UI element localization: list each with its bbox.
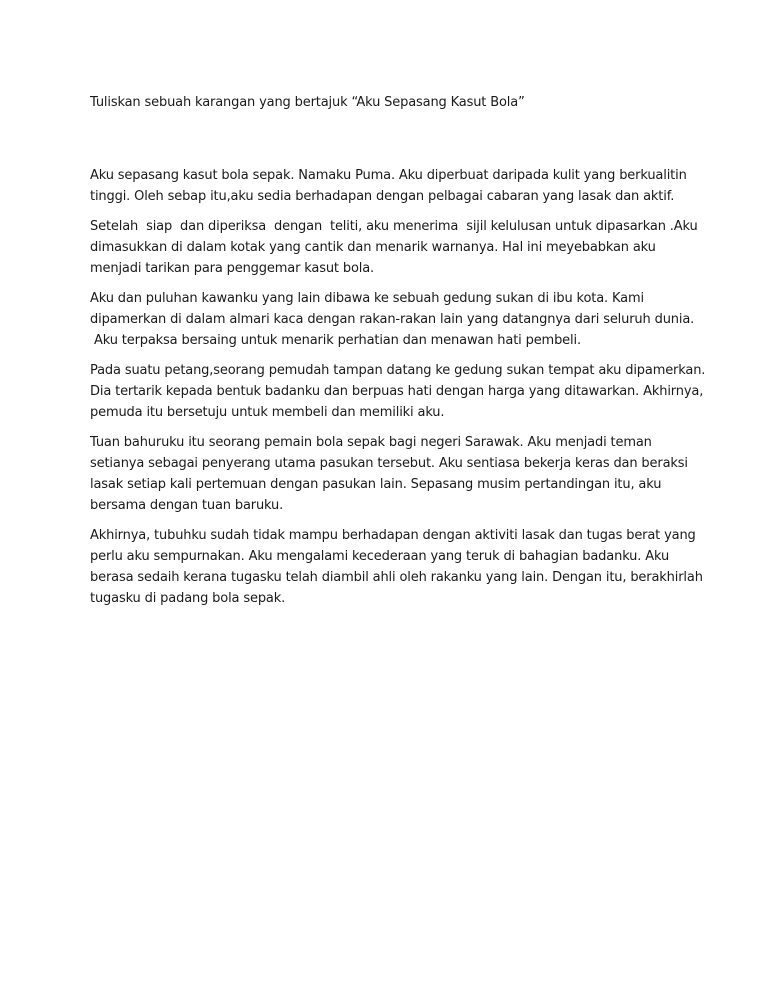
paragraph-line: Dia tertarik kepada bentuk badanku dan berpuas hati dengan harga yang ditawarkan. Akhirnya,: [90, 384, 704, 399]
paragraph-line: Setelah siap dan diperiksa dengan teliti, aku menerima sijil kelulusan untuk dipasarkan .Aku: [90, 219, 698, 234]
paragraph-line: berasa sedaih kerana tugasku telah diambil ahli oleh rakanku yang lain. Dengan itu, berakhirlah: [90, 570, 703, 585]
paragraph-line: perlu aku sempurnakan. Aku mengalami kecederaan yang teruk di bahagian badanku. Aku: [90, 549, 670, 564]
essay-prompt: Tuliskan sebuah karangan yang bertajuk “Aku Sepasang Kasut Bola”: [90, 95, 525, 110]
paragraph-line: Tuan bahuruku itu seorang pemain bola sepak bagi negeri Sarawak. Aku menjadi teman: [90, 435, 652, 450]
paragraph-line: Aku terpaksa bersaing untuk menarik perhatian dan menawan hati pembeli.: [90, 333, 581, 348]
paragraph-line: menjadi tarikan para penggemar kasut bola.: [90, 261, 375, 276]
paragraph-line: bersama dengan tuan baruku.: [90, 498, 284, 513]
paragraph-6: [90, 525, 703, 609]
paragraph-5: [90, 432, 690, 516]
paragraph-line: tugasku di padang bola sepak.: [90, 591, 286, 606]
paragraph-line: Pada suatu petang,seorang pemudah tampan datang ke gedung sukan tempat aku dipamerkan.: [90, 363, 706, 378]
paragraph-line: dimasukkan di dalam kotak yang cantik dan menarik warnanya. Hal ini meyebabkan aku: [90, 240, 656, 255]
paragraph-line: Akhirnya, tubuhku sudah tidak mampu berhadapan dengan aktiviti lasak dan tugas berat yang: [90, 528, 696, 543]
paragraph-2: [90, 216, 698, 279]
paragraph-line: Aku sepasang kasut bola sepak. Namaku Puma. Aku diperbuat daripada kulit yang berkualitin: [90, 168, 687, 183]
paragraph-4: [90, 360, 706, 423]
paragraph-line: tinggi. Oleh sebap itu,aku sedia berhadapan dengan pelbagai cabaran yang lasak dan aktif.: [90, 189, 675, 204]
paragraph-line: pemuda itu bersetuju untuk membeli dan memiliki aku.: [90, 405, 445, 420]
document-body: [90, 92, 706, 618]
paragraph-1: [90, 165, 690, 207]
paragraph-line: setianya sebagai penyerang utama pasukan tersebut. Aku sentiasa bekerja keras dan beraksi: [90, 456, 688, 471]
paragraph-line: lasak setiap kali pertemuan dengan pasukan lain. Sepasang musim pertandingan itu, aku: [90, 477, 662, 492]
paragraph-line: Aku dan puluhan kawanku yang lain dibawa ke sebuah gedung sukan di ibu kota. Kami: [90, 291, 644, 306]
paragraph-line: dipamerkan di dalam almari kaca dengan rakan-rakan lain yang datangnya dari seluruh dunia.: [90, 312, 695, 327]
paragraph-3: [90, 288, 695, 351]
